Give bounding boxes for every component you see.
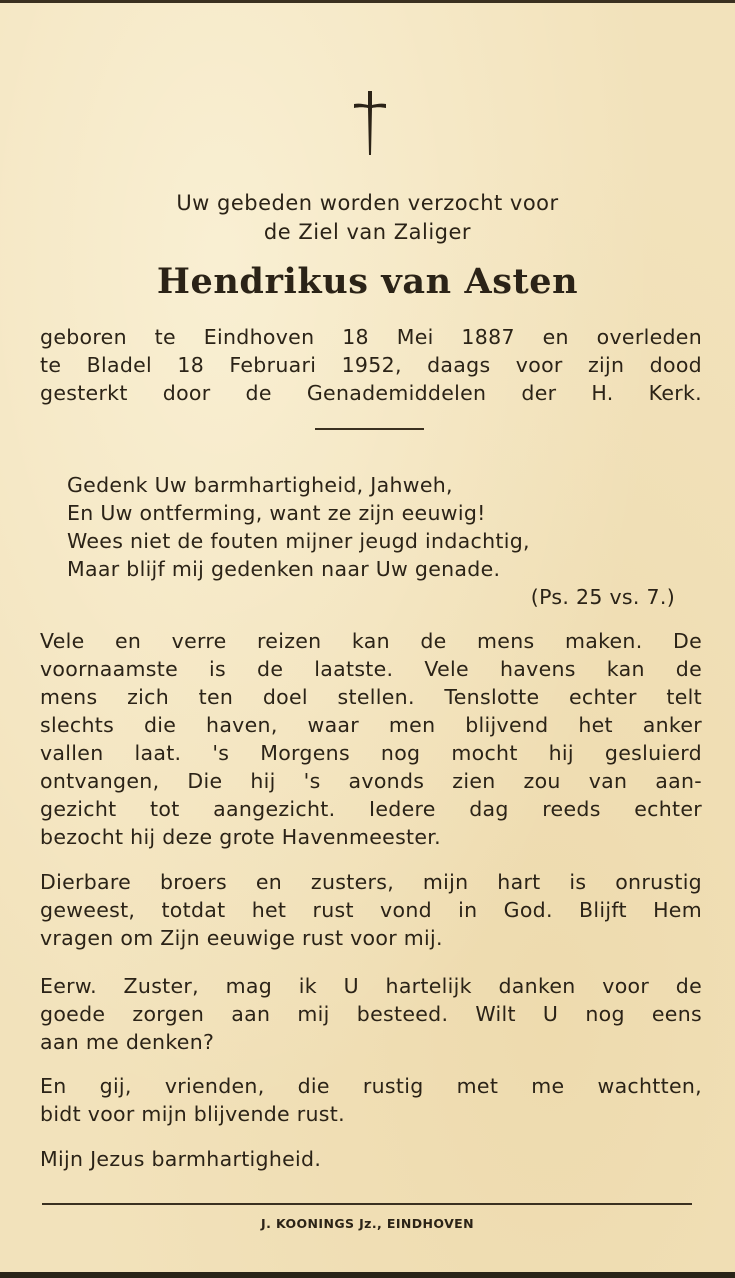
psalm-line: Gedenk Uw barmhartigheid, Jahweh,: [67, 473, 453, 497]
paragraph-line: Vele en verre reizen kan de mens maken. De: [40, 629, 702, 653]
psalm-line: Wees niet de fouten mijner jeugd indachtig,: [67, 529, 530, 553]
closing-prayer: Mijn Jezus barmhartigheid.: [40, 1147, 322, 1171]
paragraph-line: gezicht tot aangezicht. Iedere dag reeds echter: [40, 797, 702, 821]
paragraph-line: Eerw. Zuster, mag ik U hartelijk danken voor de: [40, 974, 702, 998]
psalm-line: En Uw ontferming, want ze zijn eeuwig!: [67, 501, 486, 525]
paragraph-line: ontvangen, Die hij 's avonds zien zou van aan-: [40, 769, 702, 793]
paragraph-line: En gij, vrienden, die rustig met me wachtten,: [40, 1074, 702, 1098]
paragraph-line: Dierbare broers en zusters, mijn hart is onrustig: [40, 870, 702, 894]
psalm-line: Maar blijf mij gedenken naar Uw genade.: [67, 557, 501, 581]
paragraph-journey: [40, 627, 702, 851]
biography-line: geboren te Eindhoven 18 Mei 1887 en overleden: [40, 325, 702, 349]
deceased-name: Hendrikus van Asten: [156, 261, 579, 302]
paragraph-line: slechts die haven, waar men blijvend het anker: [40, 713, 702, 737]
paragraph-line: geweest, totdat het rust vond in God. Blijft Hem: [40, 898, 702, 922]
psalm-quote: [67, 471, 707, 583]
paragraph-line: bezocht hij deze grote Havenmeester.: [40, 825, 441, 849]
intro-line-2: de Ziel van Zaliger: [263, 220, 472, 244]
paragraph-line: bidt voor mijn blijvende rust.: [40, 1102, 345, 1126]
paragraph-siblings: [40, 868, 702, 952]
cross-icon: [350, 89, 390, 159]
paragraph-friends: [40, 1072, 702, 1128]
biography: [40, 323, 702, 407]
footer-divider: [42, 1203, 692, 1205]
psalm-reference: (Ps. 25 vs. 7.): [530, 585, 675, 609]
biography-line: te Bladel 18 Februari 1952, daags voor zijn dood: [40, 353, 702, 377]
paragraph-sister: [40, 972, 702, 1056]
paragraph-line: vragen om Zijn eeuwige rust voor mij.: [40, 926, 443, 950]
paragraph-line: aan me denken?: [40, 1030, 215, 1054]
paragraph-line: goede zorgen aan mij besteed. Wilt U nog eens: [40, 1002, 702, 1026]
biography-line: gesterkt door de Genademiddelen der H. Kerk.: [40, 381, 702, 405]
paragraph-line: vallen laat. 's Morgens nog mocht hij gesluierd: [40, 741, 702, 765]
printer-credit: J. KOONINGS Jz., EINDHOVEN: [261, 1216, 474, 1231]
intro-line-1: Uw gebeden worden verzocht voor: [176, 191, 559, 215]
paragraph-line: mens zich ten doel stellen. Tenslotte echter telt: [40, 685, 702, 709]
divider: [315, 428, 424, 430]
paragraph-line: voornaamste is de laatste. Vele havens kan de: [40, 657, 702, 681]
